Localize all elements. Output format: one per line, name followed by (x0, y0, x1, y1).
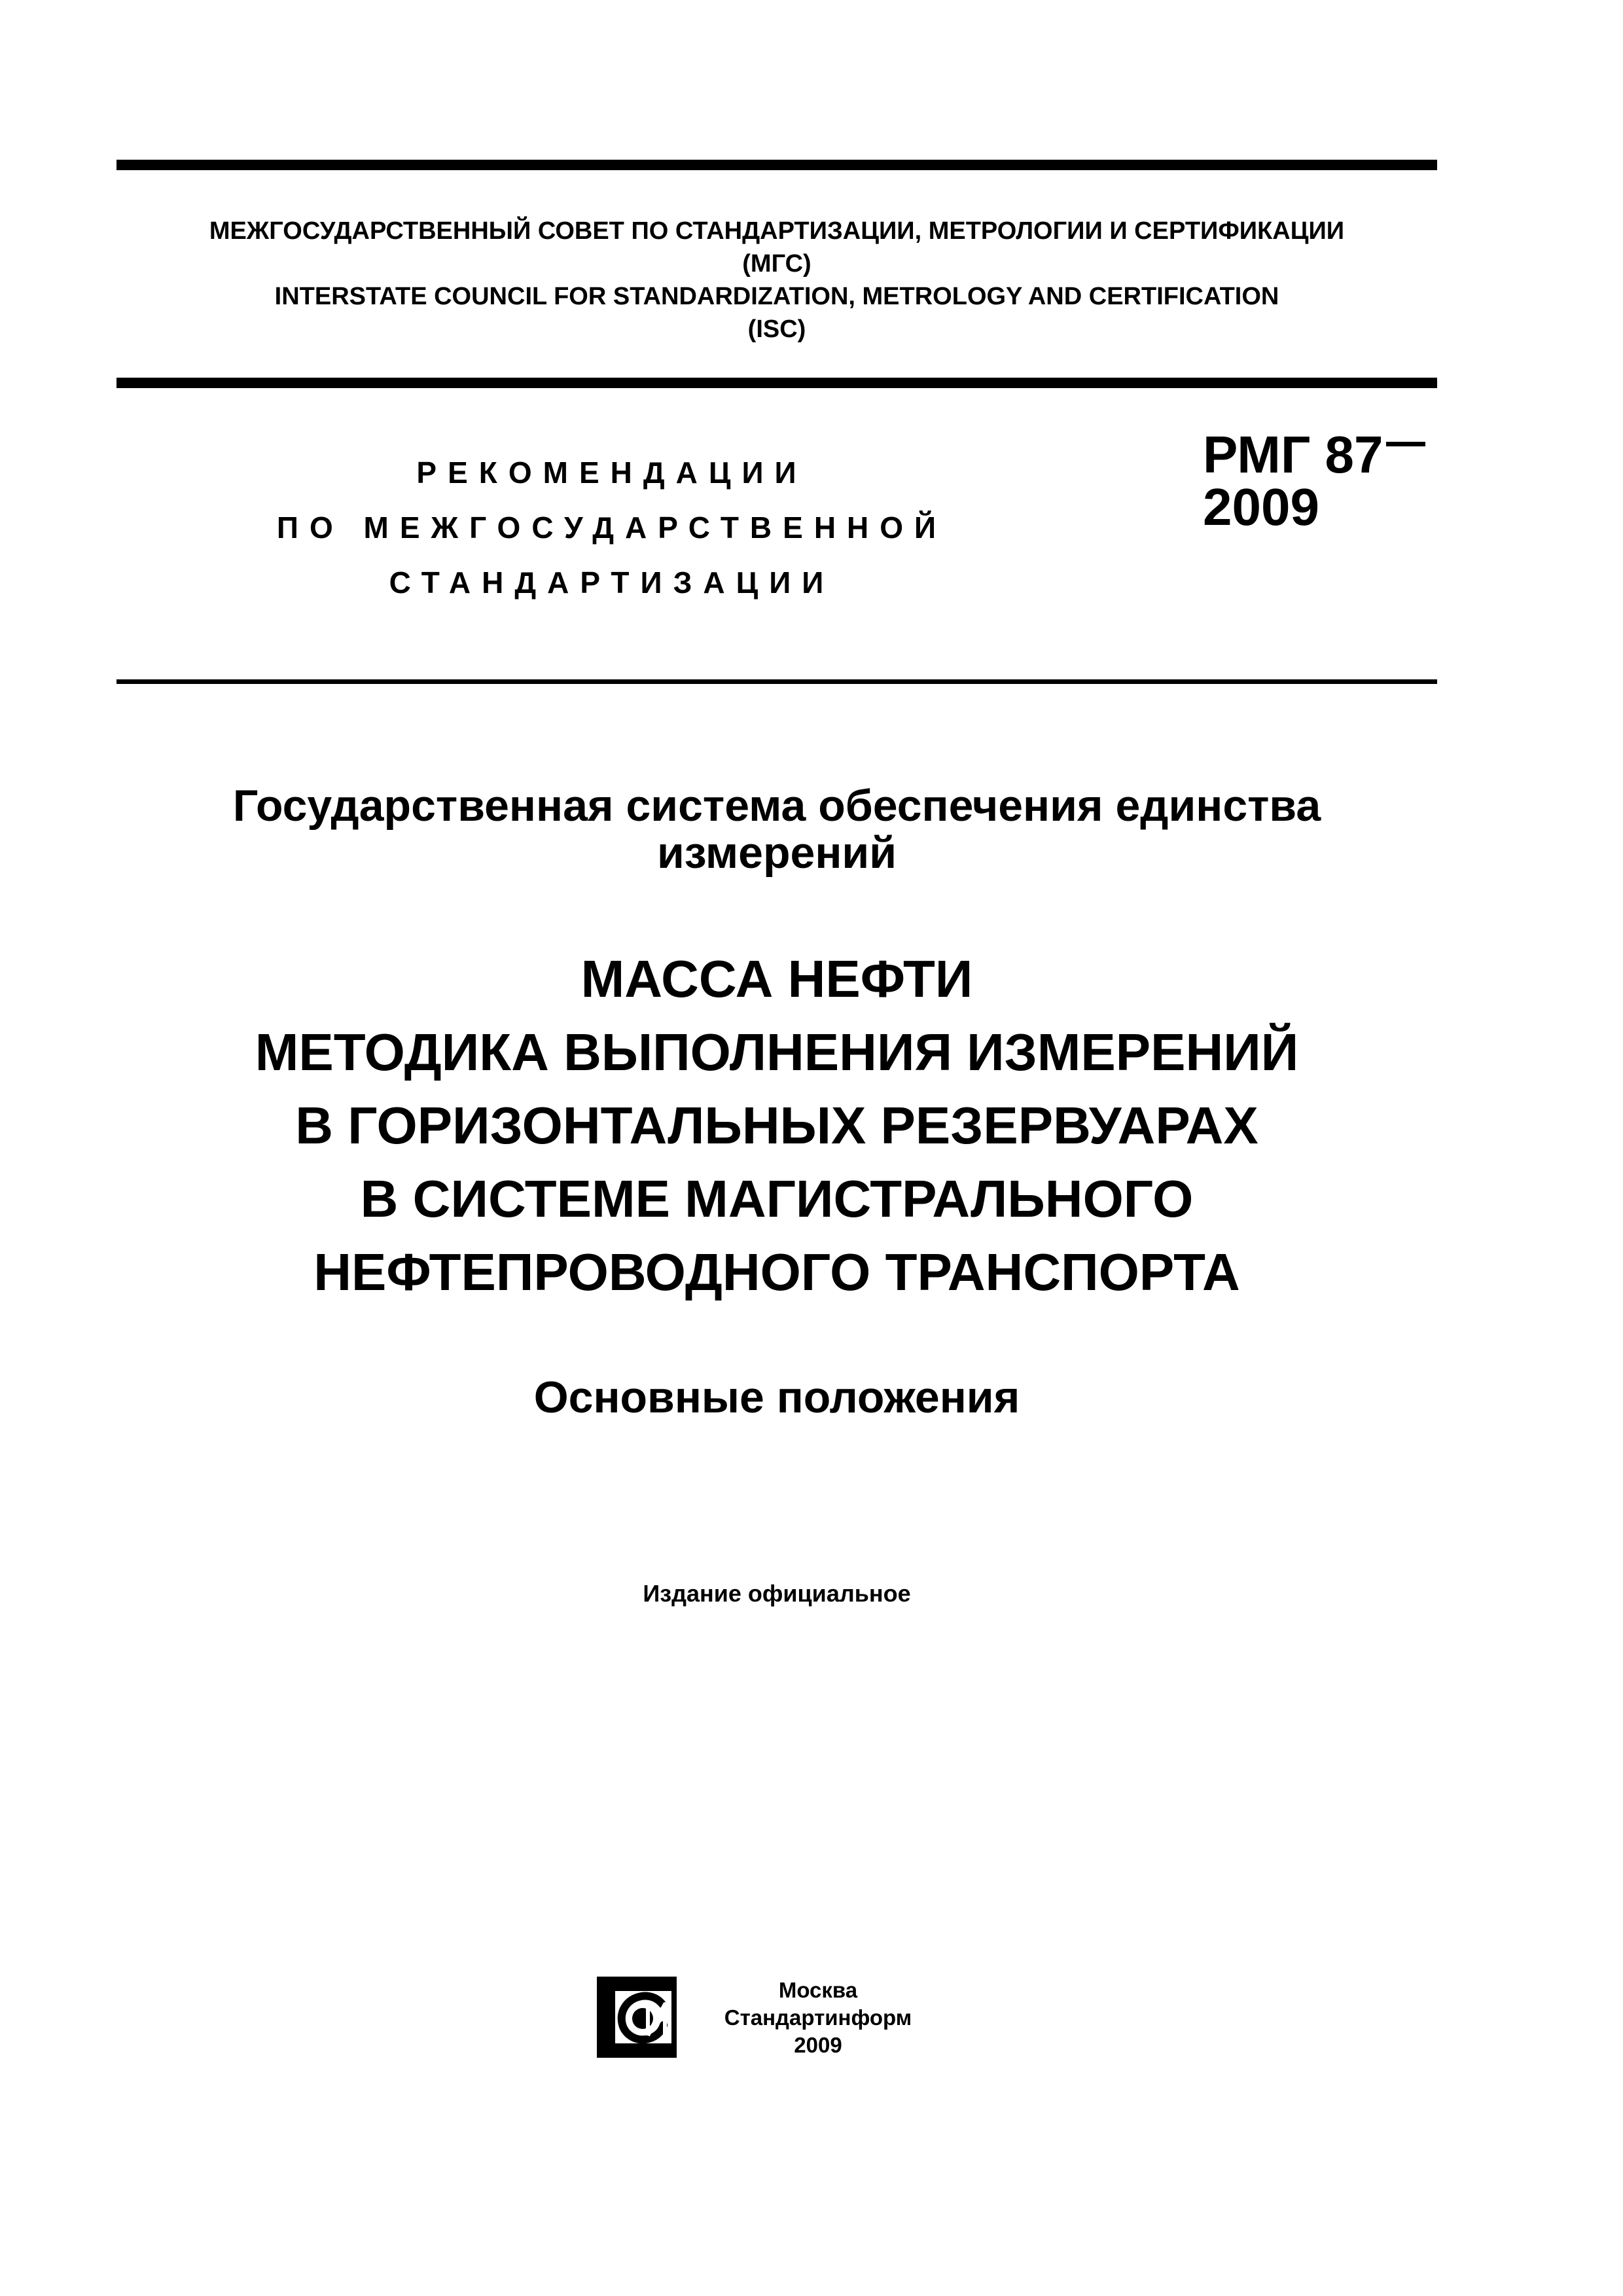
main-title (116, 942, 1437, 1309)
document-designation (1203, 425, 1425, 536)
recommendation-heading (249, 445, 975, 610)
main-title-line: НЕФТЕПРОВОДНОГО ТРАНСПОРТА (313, 1243, 1240, 1301)
main-title-line: В СИСТЕМЕ МАГИСТРАЛЬНОГО (360, 1170, 1194, 1228)
middle-rule (116, 378, 1437, 388)
recommendation-line-2: ПО МЕЖГОСУДАРСТВЕННОЙ (276, 511, 948, 545)
designation-dash (1386, 442, 1425, 446)
standartinform-logo-icon (597, 1975, 677, 2059)
publisher-name: Стандартинформ (724, 2005, 912, 2030)
council-abbr-en: (ISC) (747, 315, 806, 343)
council-abbr-ru: (МГС) (742, 250, 812, 278)
lower-rule (116, 679, 1437, 684)
council-name-ru: МЕЖГОСУДАРСТВЕННЫЙ СОВЕТ ПО СТАНДАРТИЗАЦИИ, МЕТРОЛОГИИ И СЕРТИФИКАЦИИ (209, 217, 1345, 245)
council-header (116, 215, 1437, 346)
system-title-line-1: Государственная система обеспечения единства (232, 781, 1321, 831)
system-title-line-2: измерений (656, 828, 897, 878)
main-title-line: МЕТОДИКА ВЫПОЛНЕНИЯ ИЗМЕРЕНИЙ (255, 1023, 1299, 1081)
council-name-en: INTERSTATE COUNCIL FOR STANDARDIZATION, METROLOGY AND CERTIFICATION (274, 283, 1279, 310)
publisher-block (707, 1977, 929, 2059)
top-rule (116, 160, 1437, 170)
designation-code: РМГ 87 (1203, 425, 1383, 484)
publisher-city: Москва (778, 1978, 858, 2002)
subtitle: Основные положения (533, 1372, 1020, 1422)
system-title (116, 782, 1437, 876)
recommendation-line-1: РЕКОМЕНДАЦИИ (416, 456, 808, 490)
designation-year: 2009 (1203, 478, 1319, 536)
main-title-line: В ГОРИЗОНТАЛЬНЫХ РЕЗЕРВУАРАХ (295, 1096, 1258, 1155)
main-title-line: МАССА НЕФТИ (580, 950, 973, 1008)
publisher-year: 2009 (794, 2033, 842, 2057)
edition-label: Издание официальное (643, 1580, 911, 1607)
recommendation-line-3: СТАНДАРТИЗАЦИИ (389, 565, 835, 600)
